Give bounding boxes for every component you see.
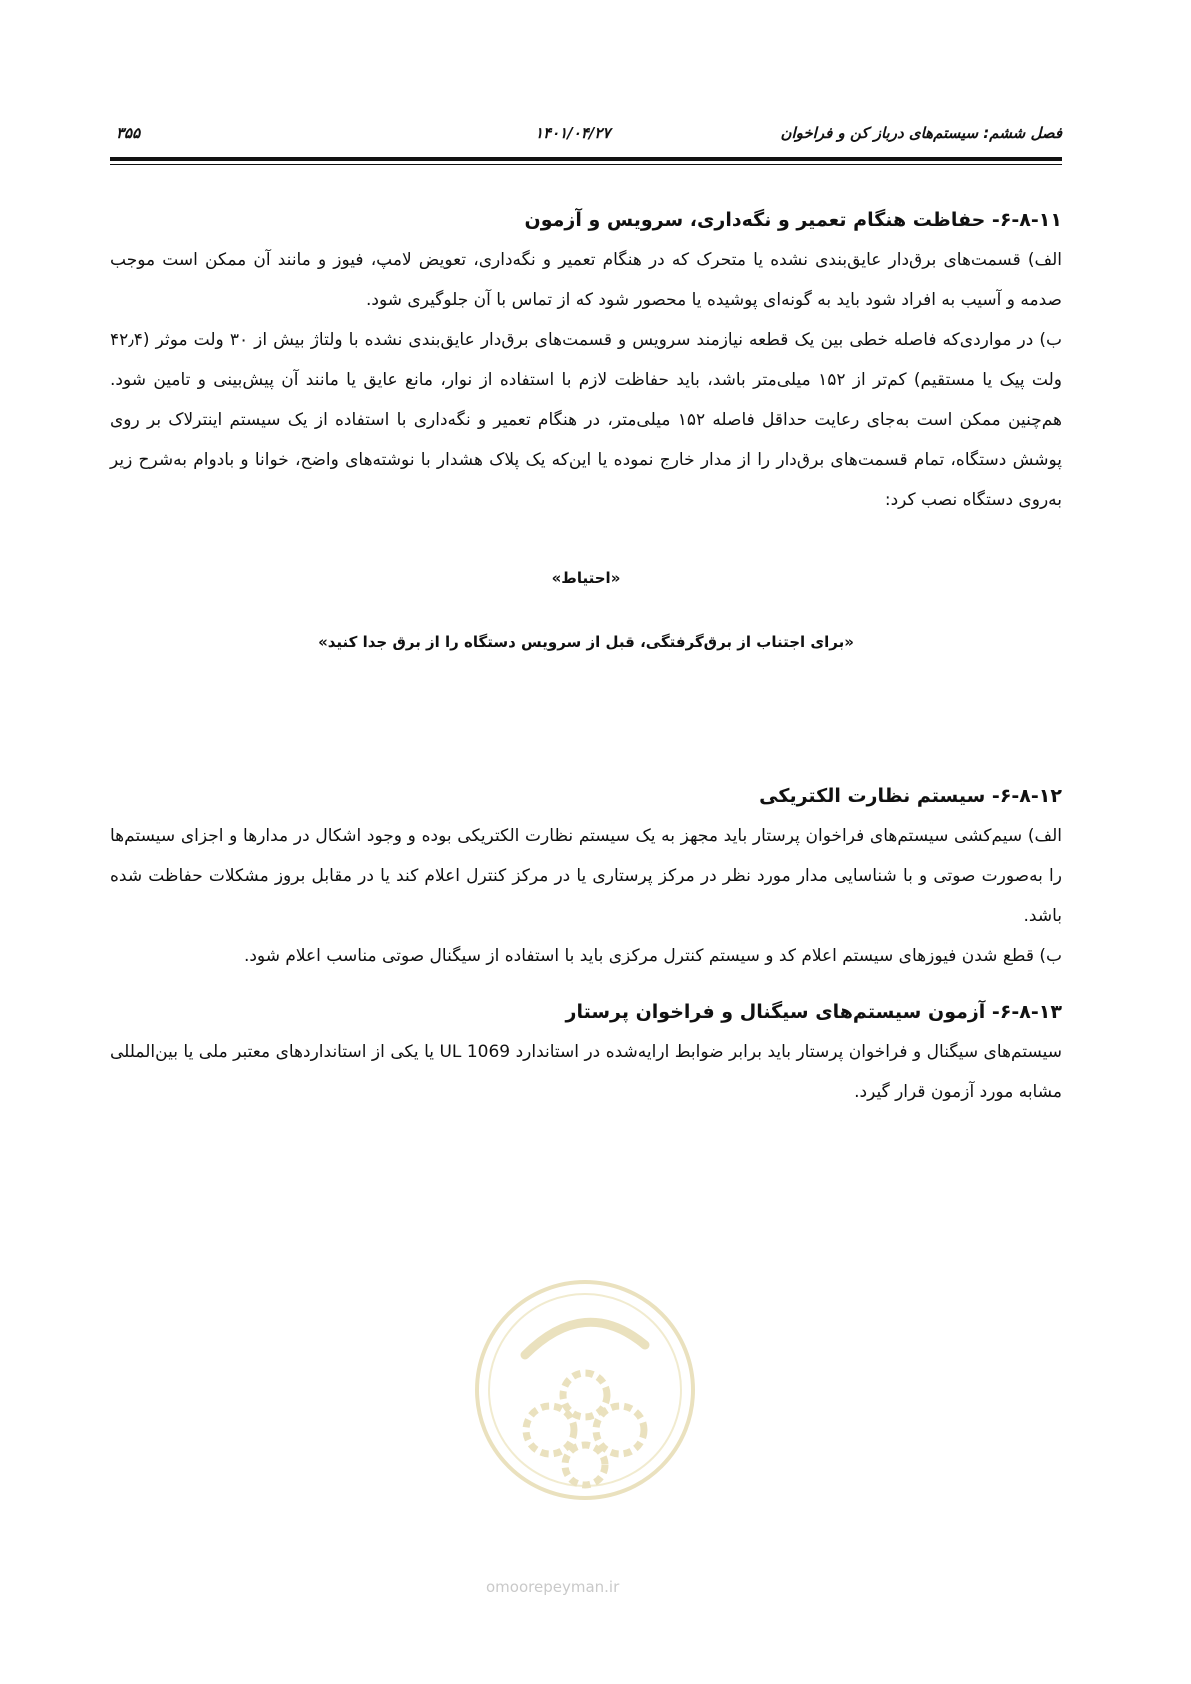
paragraph-a: الف) سیم‌کشی سیستم‌های فراخوان پرستار باید مجهز به یک سیستم نظارت الکتریکی بوده و وجود اشکال در مدارها و اجزای سیستم‌ها را به‌صورت صوتی و با شناسایی مدار مورد نظر در مرکز پرستاری یا در مرکز کنترل اعلام کند یا در مقابل بروز مشکلات حفاظت شده باشد. [110, 826, 1062, 926]
chapter-title: فصل ششم: سیستم‌های درباز کن و فراخوان [780, 124, 1062, 142]
section-heading: ۶-۸-۱۳- آزمون سیستم‌های سیگنال و فراخوان پرستار [565, 1001, 1062, 1023]
header-rule-thick [110, 157, 1062, 161]
section-heading: ۶-۸-۱۱- حفاظت هنگام تعمیر و نگه‌داری، سرویس و آزمون [524, 209, 1062, 231]
page-body [110, 200, 1062, 1112]
watermark-url: omoorepeyman.ir [486, 1578, 620, 1596]
section-heading: ۶-۸-۱۲- سیستم نظارت الکتریکی [759, 785, 1062, 807]
section-6-8-12 [110, 776, 1062, 976]
section-6-8-13 [110, 992, 1062, 1112]
paragraph: سیستم‌های سیگنال و فراخوان پرستار باید برابر ضوابط ارایه‌شده در استاندارد UL 1069 یا یکی از استانداردهای معتبر ملی یا بین‌المللی مشابه مورد آزمون قرار گیرد. [110, 1042, 1062, 1102]
watermark-logo [470, 1275, 700, 1615]
running-header [110, 124, 1062, 154]
caution-text: «برای اجتناب از برق‌گرفتگی، قبل از سرویس دستگاه را از برق جدا کنید» [318, 633, 854, 651]
paragraph-b: ب) قطع شدن فیوزهای سیستم اعلام کد و سیستم کنترل مرکزی باید با استفاده از سیگنال صوتی مناسب اعلام شود. [243, 946, 1062, 966]
header-rule-thin [110, 164, 1062, 165]
caution-title: «احتیاط» [551, 569, 621, 587]
section-6-8-11 [110, 200, 1062, 664]
header-date: ۱۴۰۱/۰۴/۲۷ [535, 124, 611, 142]
page-number: ۳۵۵ [116, 124, 141, 142]
paragraph-b: ب) در مواردی‌که فاصله خطی بین یک قطعه نیازمند سرویس و قسمت‌های برق‌دار عایق‌بندی نشده با ولتاژ بیش از ۳۰ ولت موثر (۴۲٫۴ ولت پیک یا مستقیم) کم‌تر از ۱۵۲ میلی‌متر باشد، باید حفاظت لازم با استفاده از نوار، مانع عایق یا مانند آن پیش‌بینی و تامین شود. هم‌چنین ممکن است به‌جای رعایت حداقل فاصله ۱۵۲ میلی‌متر، در هنگام تعمیر و نگه‌داری با استفاده از یک سیستم اینترلاک بر روی پوشش دستگاه، تمام قسمت‌های برق‌دار را از مدار خارج نموده یا این‌که یک پلاک هشدار با نوشته‌های واضح، خوانا و بادوام به‌شرح زیر به‌روی دستگاه نصب کرد: [110, 330, 1062, 510]
paragraph-a: الف) قسمت‌های برق‌دار عایق‌بندی نشده یا متحرک که در هنگام تعمیر و نگه‌داری، تعویض لامپ، فیوز و مانند آن ممکن است موجب صدمه و آسیب به افراد شود باید به گونه‌ای پوشیده یا محصور شود که از تماس با آن جلوگیری شود. [110, 250, 1062, 310]
